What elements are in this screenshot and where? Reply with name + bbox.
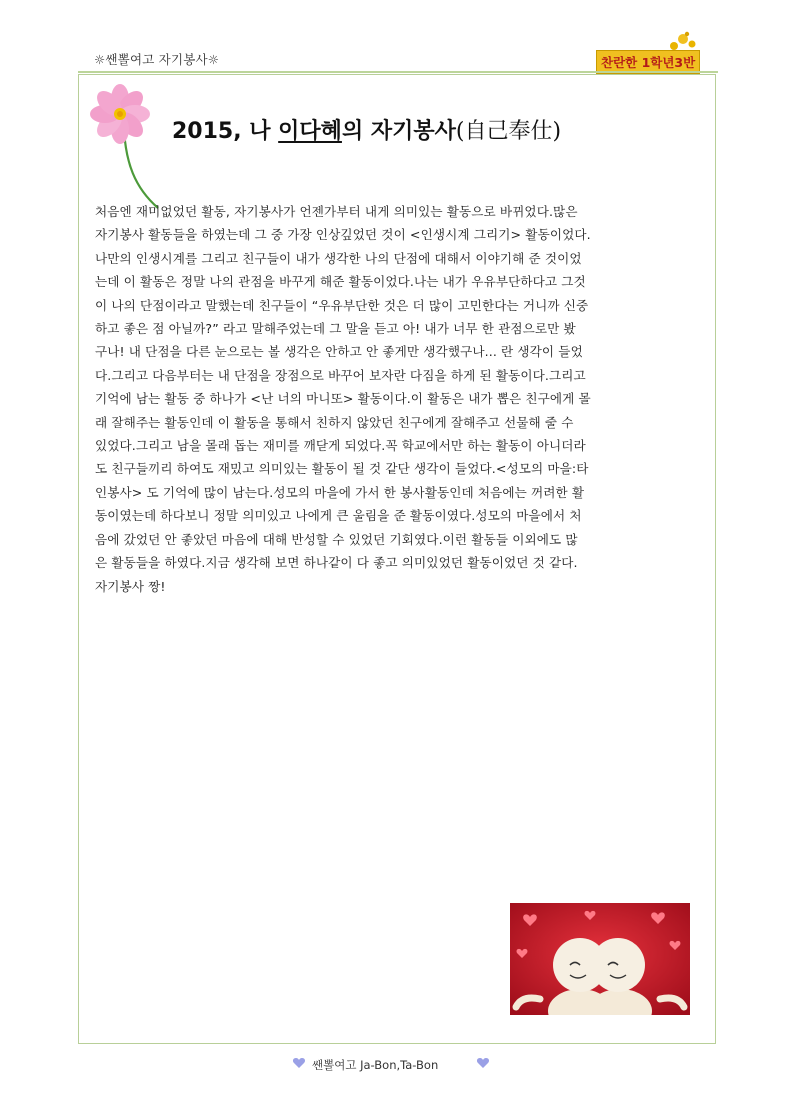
footer [290,1056,510,1076]
heart-icon [476,1056,490,1070]
star-deco-icon [666,30,698,52]
header-class-badge-group [596,30,706,70]
title-student-name: 이다혜 [278,119,342,144]
cosmos-flower-icon [84,82,166,212]
couple-photo [510,903,690,1015]
footer-text: 쌘뽈여고 Ja-Bon,Ta-Bon [312,1058,439,1072]
heart-icon [292,1056,306,1070]
page-title [172,114,561,145]
title-prefix: 2015, 나 [172,119,279,144]
header-divider [78,71,718,73]
essay-body: 처음엔 재미없었던 활동, 자기봉사가 언젠가부터 내게 의미있는 활동으로 바뀌었다.많은 자기봉사 활동들을 하였는데 그 중 가장 인상깊었던 것이 <인생시계 그리기> 활동이었다. 나만의 인생시계를 그리고 친구들이 내가 생각한 나의 단점에 대해서 이야기해 준 것이었 는데 이 활동은 정말 나의 관점을 바꾸게 해준 활동이었다.나는 내가 우유부단하다고 그것 이 나의 단점이라고 말했는데 친구들이 “우유부단한 것은 더 많이 고민한다는 거니까 신중 하고 좋은 점 아닐까?” 라고 말해주었는데 그 말을 듣고 아! 내가 너무 한 관점으로만 봤 구나! 내 단점을 다른 눈으로는 볼 생각은 안하고 안 좋게만 생각했구나... 란 생각이 들었 다.그리고 다음부터는 내 단점을 장점으로 바꾸어 보자란 다짐을 하게 된 활동이다.그리고 기억에 남는 활동 중 하나가 <난 너의 마니또> 활동이다.이 활동은 내가 뽑은 친구에게 몰 래 잘해주는 활동인데 이 활동을 통해서 친하지 않았던 친구에게 잘해주고 선물해 줄 수 있었다.그리고 남을 몰래 돕는 재미를 깨닫게 되었다.꼭 학교에서만 하는 활동이 아니더라 도 친구들끼리 하여도 재밌고 의미있는 활동이 될 것 같단 생각이 들었다.<성모의 마을:타 인봉사> 도 기억에 많이 남는다.성모의 마을에 가서 한 봉사활동인데 처음에는 꺼려한 활 동이였는데 하다보니 정말 의미있고 나에게 큰 울림을 준 활동이였다.성모의 마을에서 처 음에 갔었던 안 좋았던 마음에 대해 반성할 수 있었던 기회였다.이런 활동들 이외에도 많 은 활동들을 하였다.지금 생각해 보면 하나같이 다 좋고 의미있었던 활동이었던 것 같다. 자기봉사 짱! [95,204,591,594]
title-hanja: (自己奉仕) [455,119,562,144]
title-suffix: 의 자기봉사 [341,119,456,144]
header-school-label: ☼쌘뽈여고 자기봉사☼ [94,52,220,67]
class-badge: 찬란한 1학년3반 [596,50,700,74]
